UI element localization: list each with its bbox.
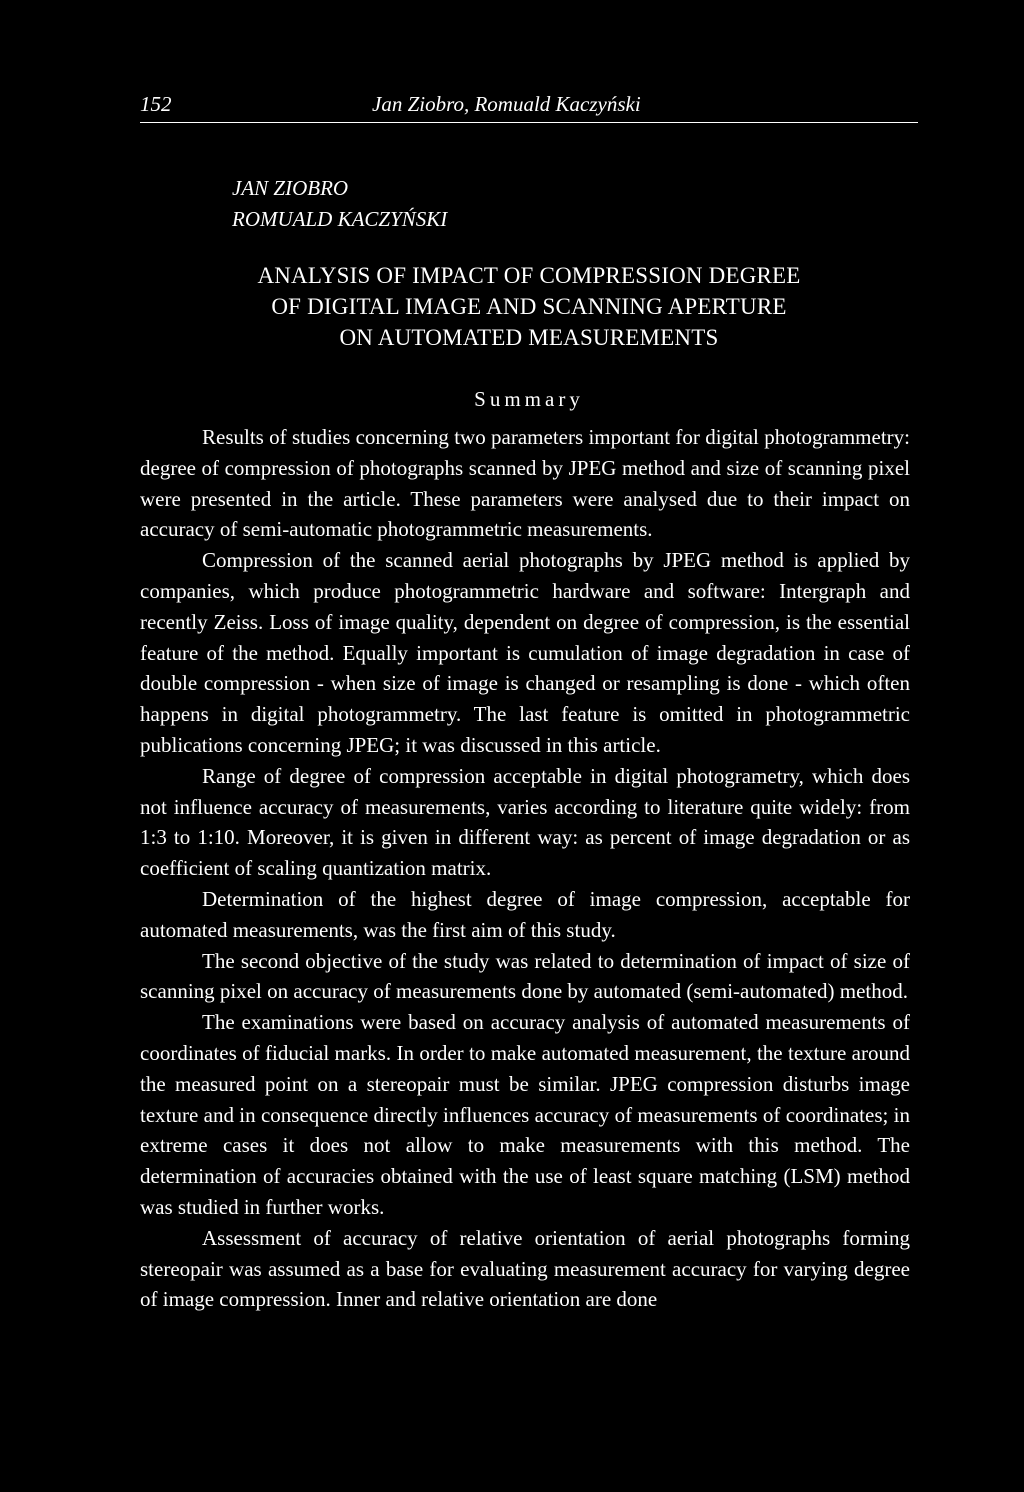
author-name: ROMUALD KACZYŃSKI <box>232 207 448 231</box>
paragraph: The examinations were based on accuracy analysis of automated measurements of coordinates of fiducial marks. In order to make automated measurement, the texture around the measured point on a stereopair must be similar. JPEG compression disturbs image texture and in consequence directly influences accuracy of measurements of coordinates; in extreme cases it does not allow to make measurements with this method. The determination of accuracies obtained with the use of least square matching (LSM) method was studied in further works. <box>140 1010 910 1219</box>
paragraph: The second objective of the study was related to determination of impact of size of scanning pixel on accuracy of measurements done by automated (semi-automated) method. <box>140 948 910 1004</box>
author-list <box>232 173 447 235</box>
paragraph: Assessment of accuracy of relative orientation of aerial photographs forming stereopair was assumed as a base for evaluating measurement accuracy for varying degree of image compression. Inner and relative orientation are done <box>140 1225 910 1312</box>
page-number: 152 <box>140 92 172 116</box>
summary-heading: Summary <box>474 387 584 411</box>
paper-title <box>140 260 918 353</box>
paragraph: Range of degree of compression acceptable in digital photogrametry, which does not influence accuracy of measurements, varies according to literature quite widely: from 1:3 to 1:10. Moreover, it is given in different way: as percent of image degradation or as coefficient of scaling quantization matrix. <box>140 763 910 881</box>
title-line: ANALYSIS OF IMPACT OF COMPRESSION DEGREE <box>257 263 801 288</box>
title-line: OF DIGITAL IMAGE AND SCANNING APERTURE <box>271 294 787 319</box>
summary-body <box>140 422 910 1315</box>
running-header <box>140 92 918 123</box>
paragraph: Determination of the highest degree of image compression, acceptable for automated measurements, was the first aim of this study. <box>140 886 910 942</box>
title-line: ON AUTOMATED MEASUREMENTS <box>339 325 719 350</box>
paragraph: Results of studies concerning two parameters important for digital photogrammetry: degree of compression of photographs scanned by JPEG method and size of scanning pixel were presented in the article. These parameters were analysed due to their impact on accuracy of semi-automatic photogrammetric measurements. <box>140 425 910 542</box>
running-title: Jan Ziobro, Romuald Kaczyński <box>372 92 641 116</box>
paragraph: Compression of the scanned aerial photographs by JPEG method is applied by companies, which produce photogrammetric hardware and software: Intergraph and recently Zeiss. Loss of image quality, dependent on degree of compression, is the essential feature of the method. Equally important is cumulation of image degradation in case of double compression - when size of image is changed or resampling is done - which often happens in digital photogrammetry. The last feature is omitted in photogrammetric publications concerning JPEG; it was discussed in this article. <box>140 548 910 757</box>
author-name: JAN ZIOBRO <box>232 176 349 200</box>
